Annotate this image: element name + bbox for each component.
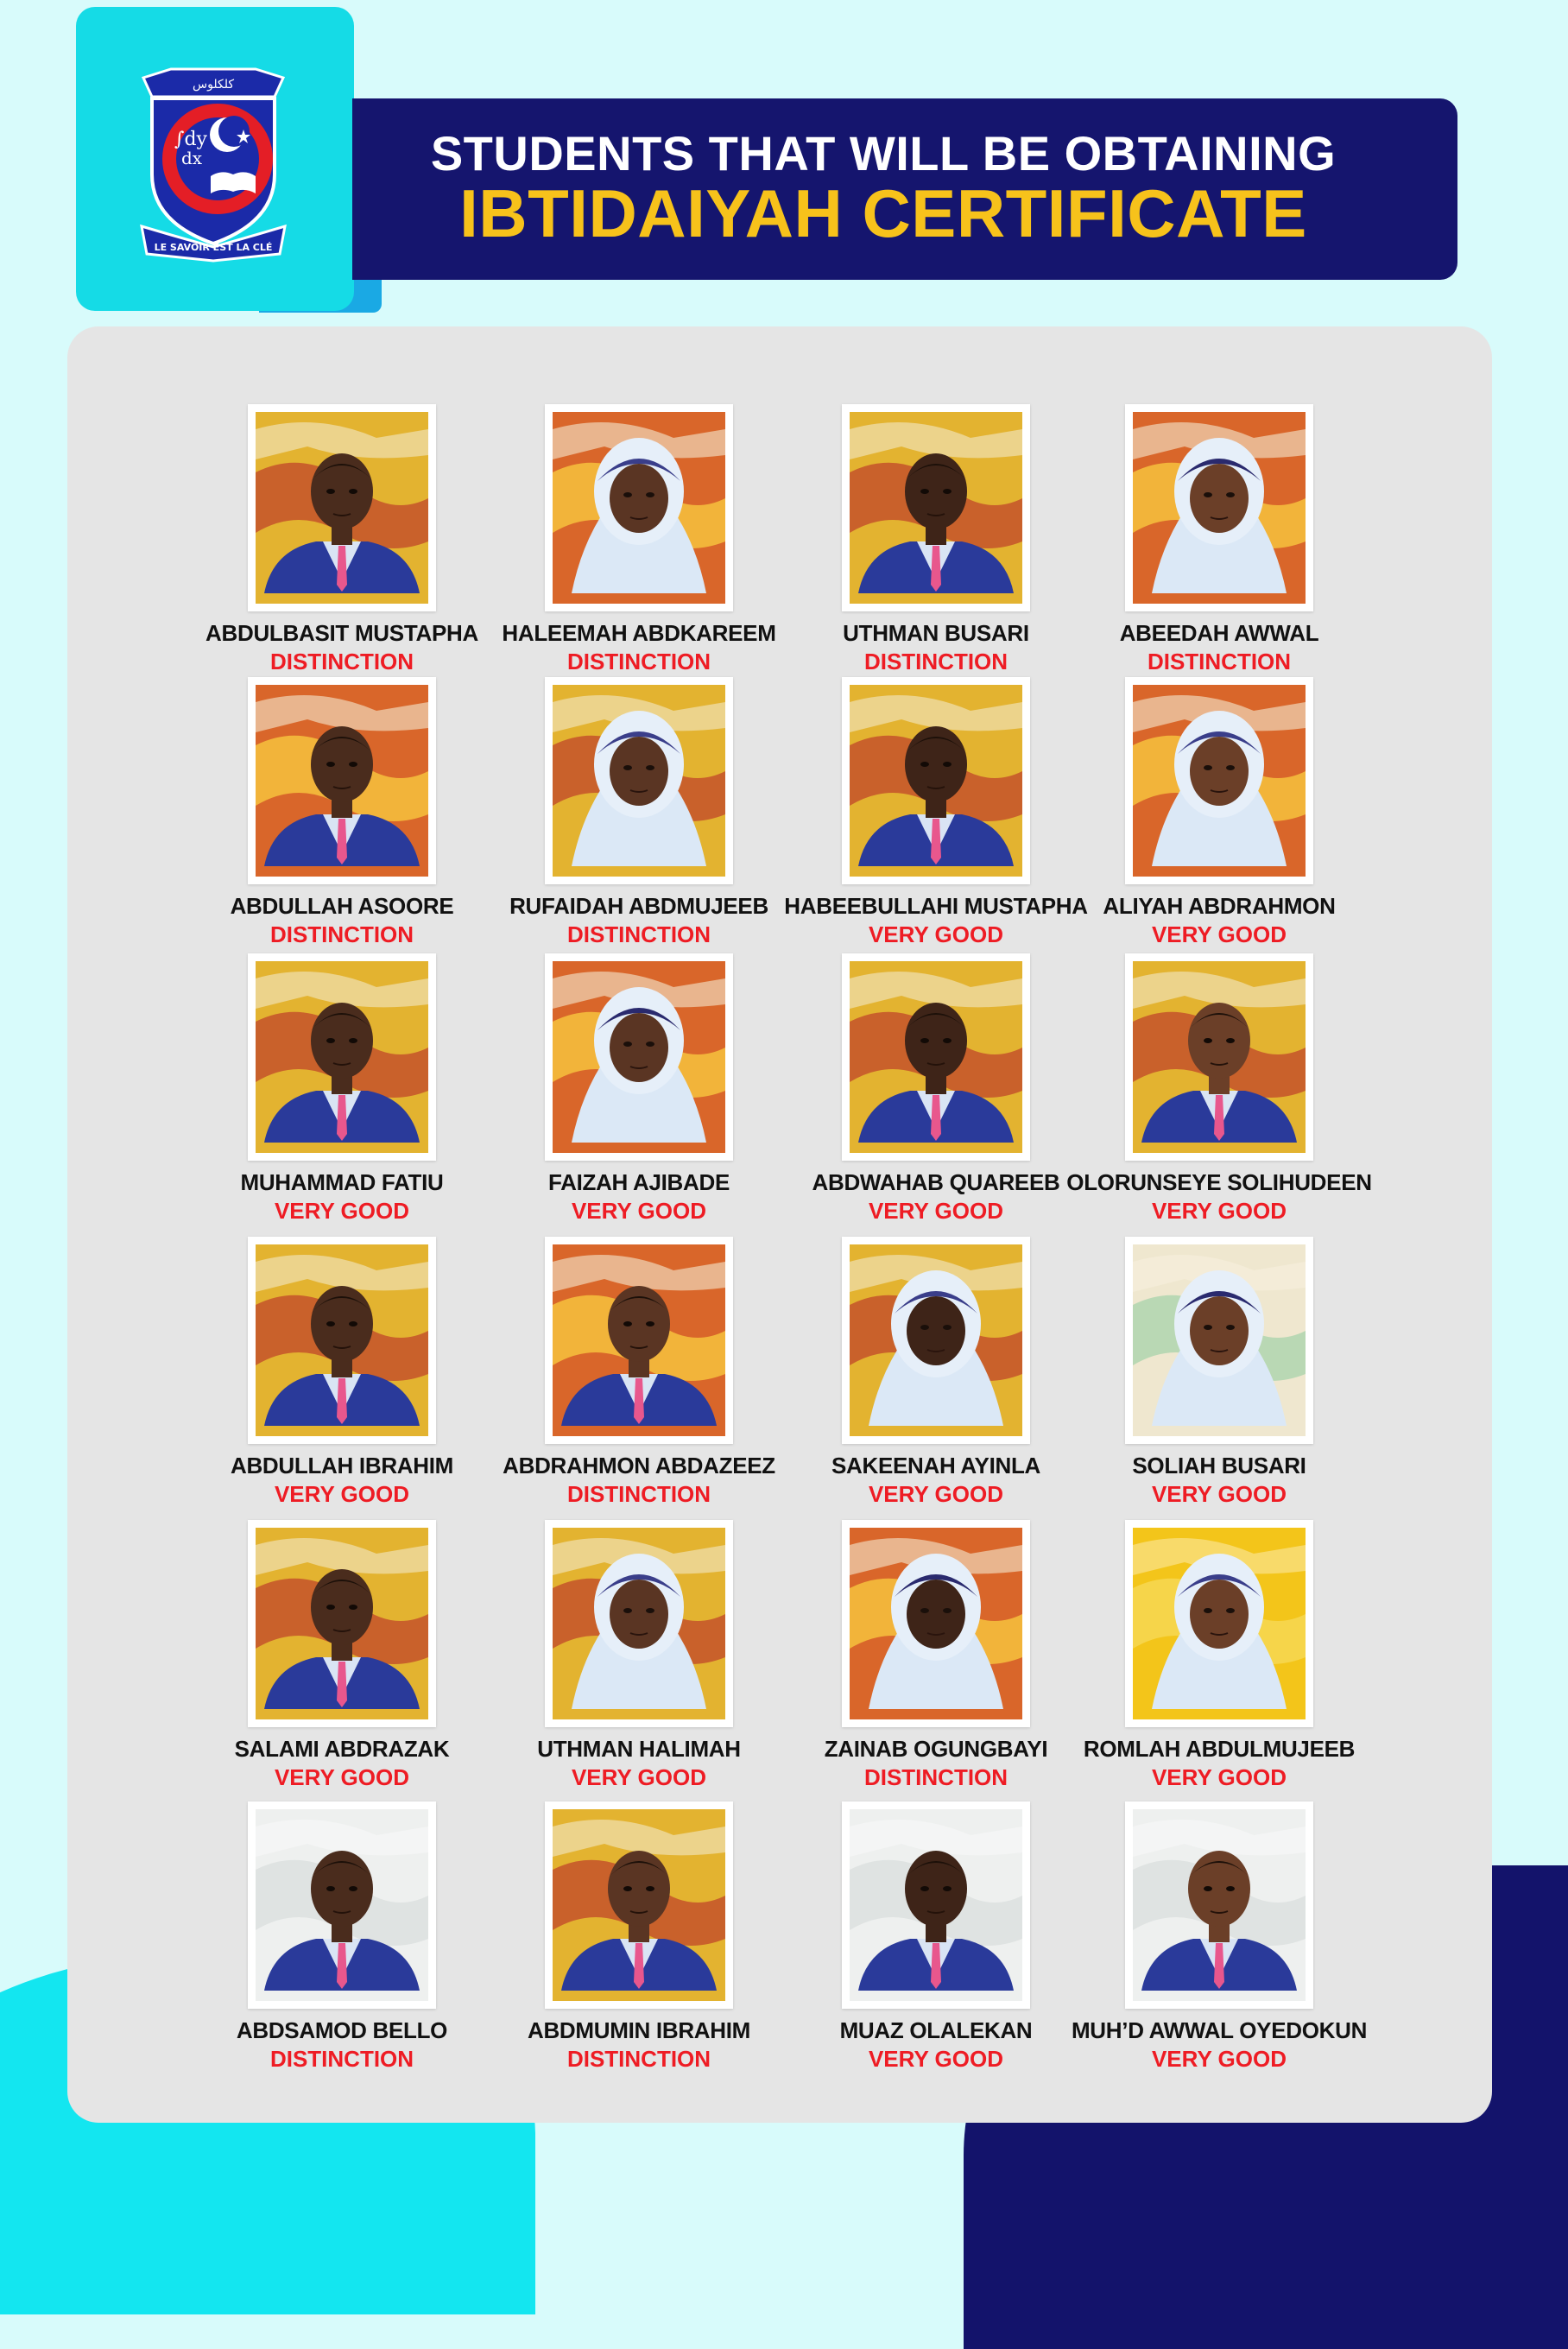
student-name: MUHAMMAD FATIU [240,1169,444,1195]
student-photo-frame [545,1520,733,1727]
student-entry [492,677,786,948]
student-grade: VERY GOOD [274,1198,410,1224]
student-entry [195,404,489,675]
student-entry [789,404,1083,675]
student-grade: VERY GOOD [1151,2046,1287,2072]
student-photo-frame [545,1237,733,1444]
student-photo [256,1809,428,2001]
student-entry [789,1520,1083,1791]
student-entry [195,1237,489,1508]
title-banner [352,98,1457,280]
student-entry [1072,1520,1366,1791]
student-photo-frame [842,1520,1030,1727]
student-photo-frame [842,677,1030,884]
student-name: SOLIAH BUSARI [1132,1453,1306,1478]
student-entry [492,1237,786,1508]
student-entry [789,1237,1083,1508]
student-photo [850,961,1022,1153]
student-name: ABDSAMOD BELLO [236,2017,448,2043]
student-name: SAKEENAH AYINLA [831,1453,1041,1478]
student-name: MUAZ OLALEKAN [839,2017,1033,2043]
student-name: ABDULLAH IBRAHIM [230,1453,454,1478]
student-grade: VERY GOOD [571,1764,707,1790]
student-photo [256,1528,428,1719]
student-photo [1133,412,1306,604]
student-entry [1072,1237,1366,1508]
student-grade: VERY GOOD [868,921,1004,947]
student-grade: DISTINCTION [863,649,1008,674]
student-name: ZAINAB OGUNGBAYI [824,1736,1048,1762]
crest-arabic-label: كلكلوس [193,78,234,92]
student-grade: DISTINCTION [566,2046,711,2072]
student-photo [1133,961,1306,1153]
student-entry [1072,677,1366,948]
student-grade: VERY GOOD [1151,1481,1287,1507]
student-photo-frame [1125,404,1313,611]
student-name: UTHMAN HALIMAH [537,1736,741,1762]
student-photo [256,685,428,877]
student-photo-frame [545,677,733,884]
student-entry [1072,404,1366,675]
student-name: ABEEDAH AWWAL [1119,620,1319,646]
student-photo [256,1244,428,1436]
student-photo [256,961,428,1153]
student-photo-frame [842,404,1030,611]
student-photo [850,685,1022,877]
student-photo-frame [1125,677,1313,884]
student-entry [789,953,1083,1225]
student-name: ABDMUMIN IBRAHIM [527,2017,751,2043]
crest-motto: LE SAVOIR EST LA CLÉ [154,242,273,253]
student-photo [553,961,725,1153]
student-name: SALAMI ABDRAZAK [234,1736,450,1762]
student-photo-frame [545,1801,733,2009]
student-photo-frame [248,677,436,884]
student-name: FAIZAH AJIBADE [547,1169,730,1195]
open-book-icon [211,172,256,193]
student-photo-frame [842,1237,1030,1444]
student-photo [1133,1809,1306,2001]
student-entry [492,1520,786,1791]
student-grade: DISTINCTION [1147,649,1292,674]
school-crest-logo [136,62,290,263]
student-entry [195,1520,489,1791]
student-grade: DISTINCTION [269,649,414,674]
student-grade: DISTINCTION [269,2046,414,2072]
student-photo [850,1528,1022,1719]
student-grade: DISTINCTION [863,1764,1008,1790]
student-name: ABDULBASIT MUSTAPHA [205,620,478,646]
student-photo [1133,1528,1306,1719]
student-entry [195,1801,489,2073]
student-photo [256,412,428,604]
student-photo [1133,685,1306,877]
student-photo-frame [545,953,733,1161]
student-grade: VERY GOOD [868,1481,1004,1507]
student-photo-frame [842,1801,1030,2009]
student-entry [784,677,1088,948]
student-grade: VERY GOOD [274,1481,410,1507]
student-photo-frame [248,1520,436,1727]
student-name: HALEEMAH ABDKAREEM [502,620,776,646]
student-photo-frame [248,404,436,611]
student-entry [492,1801,786,2073]
student-name: ABDULLAH ASOORE [230,893,454,919]
student-grade: DISTINCTION [566,921,711,947]
student-entry [1072,1801,1366,2073]
title-line-2: IBTIDAIYAH CERTIFICATE [459,175,1307,252]
student-name: UTHMAN BUSARI [843,620,1029,646]
student-grade: DISTINCTION [566,649,711,674]
student-name: ABDWAHAB QUAREEB [812,1169,1060,1195]
student-photo [553,1528,725,1719]
crest-formula-top: ∫dy [174,129,207,150]
student-grade: VERY GOOD [868,1198,1004,1224]
student-grade: VERY GOOD [1151,1764,1287,1790]
student-photo-frame [1125,1237,1313,1444]
student-photo-frame [248,1237,436,1444]
student-photo [553,685,725,877]
student-photo [1133,1244,1306,1436]
student-photo-frame [545,404,733,611]
student-photo-frame [248,1801,436,2009]
student-grade: VERY GOOD [868,2046,1004,2072]
student-name: ROMLAH ABDULMUJEEB [1083,1736,1356,1762]
student-photo [850,412,1022,604]
student-grade: DISTINCTION [566,1481,711,1507]
student-name: ALIYAH ABDRAHMON [1103,893,1336,919]
student-photo [553,1244,725,1436]
student-grade: VERY GOOD [274,1764,410,1790]
student-name: RUFAIDAH ABDMUJEEB [509,893,768,919]
student-photo-frame [842,953,1030,1161]
student-photo-frame [248,953,436,1161]
student-entry [789,1801,1083,2073]
student-grade: VERY GOOD [1151,921,1287,947]
student-photo [553,1809,725,2001]
student-grade: VERY GOOD [1151,1198,1287,1224]
student-name: ABDRAHMON ABDAZEEZ [503,1453,775,1478]
student-entry [1066,953,1372,1225]
student-photo-frame [1125,1801,1313,2009]
crest-formula-bottom: dx [181,148,203,168]
student-photo [850,1244,1022,1436]
student-entry [195,677,489,948]
student-photo-frame [1125,1520,1313,1727]
student-entry [492,404,786,675]
student-photo [553,412,725,604]
student-grade: VERY GOOD [571,1198,707,1224]
title-line-1: STUDENTS THAT WILL BE OBTAINING [430,125,1337,180]
student-name: OLORUNSEYE SOLIHUDEEN [1066,1169,1372,1195]
student-grade: DISTINCTION [269,921,414,947]
student-name: MUH’D AWWAL OYEDOKUN [1071,2017,1368,2043]
student-photo [850,1809,1022,2001]
student-entry [195,953,489,1225]
student-photo-frame [1125,953,1313,1161]
student-name: HABEEBULLAHI MUSTAPHA [784,893,1088,919]
student-entry [492,953,786,1225]
